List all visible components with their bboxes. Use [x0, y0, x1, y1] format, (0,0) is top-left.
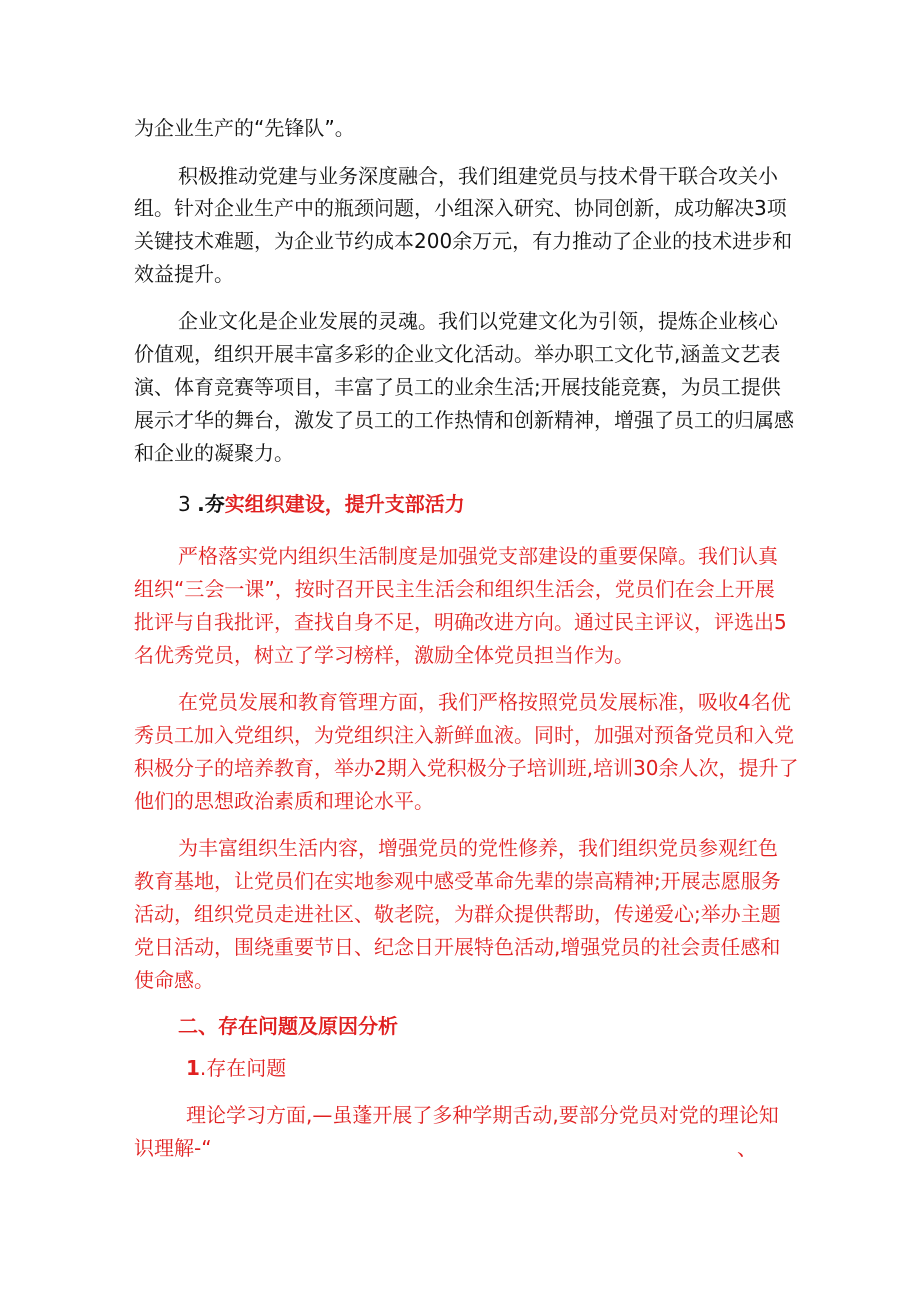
subsection-heading	[186, 1052, 286, 1084]
stray-mark: 、	[737, 1136, 757, 1160]
subsection-number: 1	[186, 1056, 200, 1080]
section-number: 3	[178, 492, 191, 516]
paragraph-line: 企业文化是企业发展的灵魂。我们以党建文化为引领，提炼企业核心	[178, 309, 778, 333]
paragraph-line: 为企业生产的“先锋队”。	[134, 116, 355, 140]
paragraph-line: 效益提升。	[134, 262, 234, 286]
chapter-heading: 二、存在问题及原因分析	[178, 1014, 398, 1038]
section-prefix: .夯	[197, 492, 225, 516]
section-heading	[178, 488, 465, 520]
paragraph-line: 和企业的凝聚力。	[134, 441, 294, 465]
section-title: 实组织建设，提升支部活力	[224, 492, 465, 516]
paragraph-line: 使命感。	[134, 968, 214, 992]
paragraph-line: 秀员工加入党组织，为党组织注入新鲜血液。同时，加强对预备党员和入党	[134, 723, 794, 747]
paragraph-line: 识理解-“	[134, 1136, 212, 1160]
paragraph-line: 严格落实党内组织生活制度是加强党支部建设的重要保障。我们认真	[178, 544, 778, 568]
paragraph-line: 为丰富组织生活内容，增强党员的党性修养，我们组织党员参观红色	[178, 836, 778, 860]
paragraph-line: 组。针对企业生产中的瓶颈问题，小组深入研究、协同创新，成功解决3项	[134, 196, 787, 220]
paragraph-line: 活动，组织党员走进社区、敬老院，为群众提供帮助，传递爱心;举办主题	[134, 902, 781, 926]
paragraph-line: 教育基地，让党员们在实地参观中感受革命先辈的崇高精神;开展志愿服务	[134, 869, 781, 893]
paragraph-line: 理论学习方面,—虽蓬开展了多种学期舌动,要部分党员对党的理论知	[186, 1103, 779, 1127]
subsection-title: .存在问题	[199, 1056, 287, 1080]
paragraph-line: 党日活动，围绕重要节日、纪念日开展特色活动,增强党员的社会责任感和	[134, 935, 781, 959]
paragraph-line: 他们的思想政治素质和理论水平。	[134, 789, 434, 813]
paragraph-line: 积极推动党建与业务深度融合，我们组建党员与技术骨干联合攻关小	[178, 164, 778, 188]
paragraph-line: 展示才华的舞台，激发了员工的工作热情和创新精神，增强了员工的归属感	[134, 408, 794, 432]
paragraph-line: 组织“三会一课”，按时召开民主生活会和组织生活会，党员们在会上开展	[134, 577, 775, 601]
paragraph-line: 在党员发展和教育管理方面，我们严格按照党员发展标准，吸收4名优	[178, 690, 791, 714]
paragraph-line: 积极分子的培养教育，举办2期入党积极分子培训班,培训30余人次，提升了	[134, 756, 799, 780]
paragraph-line: 批评与自我批评，查找自身不足，明确改进方向。通过民主评议，评选出5	[134, 610, 787, 634]
paragraph-line: 关键技术难题，为企业节约成本200余万元，有力推动了企业的技术进步和	[134, 229, 793, 253]
paragraph-line: 名优秀党员，树立了学习榜样，激励全体党员担当作为。	[134, 643, 634, 667]
paragraph-line: 演、体育竞赛等项目，丰富了员工的业余生活;开展技能竞赛，为员工提供	[134, 375, 781, 399]
paragraph-line: 价值观，组织开展丰富多彩的企业文化活动。举办职工文化节,涵盖文艺表	[134, 342, 781, 366]
